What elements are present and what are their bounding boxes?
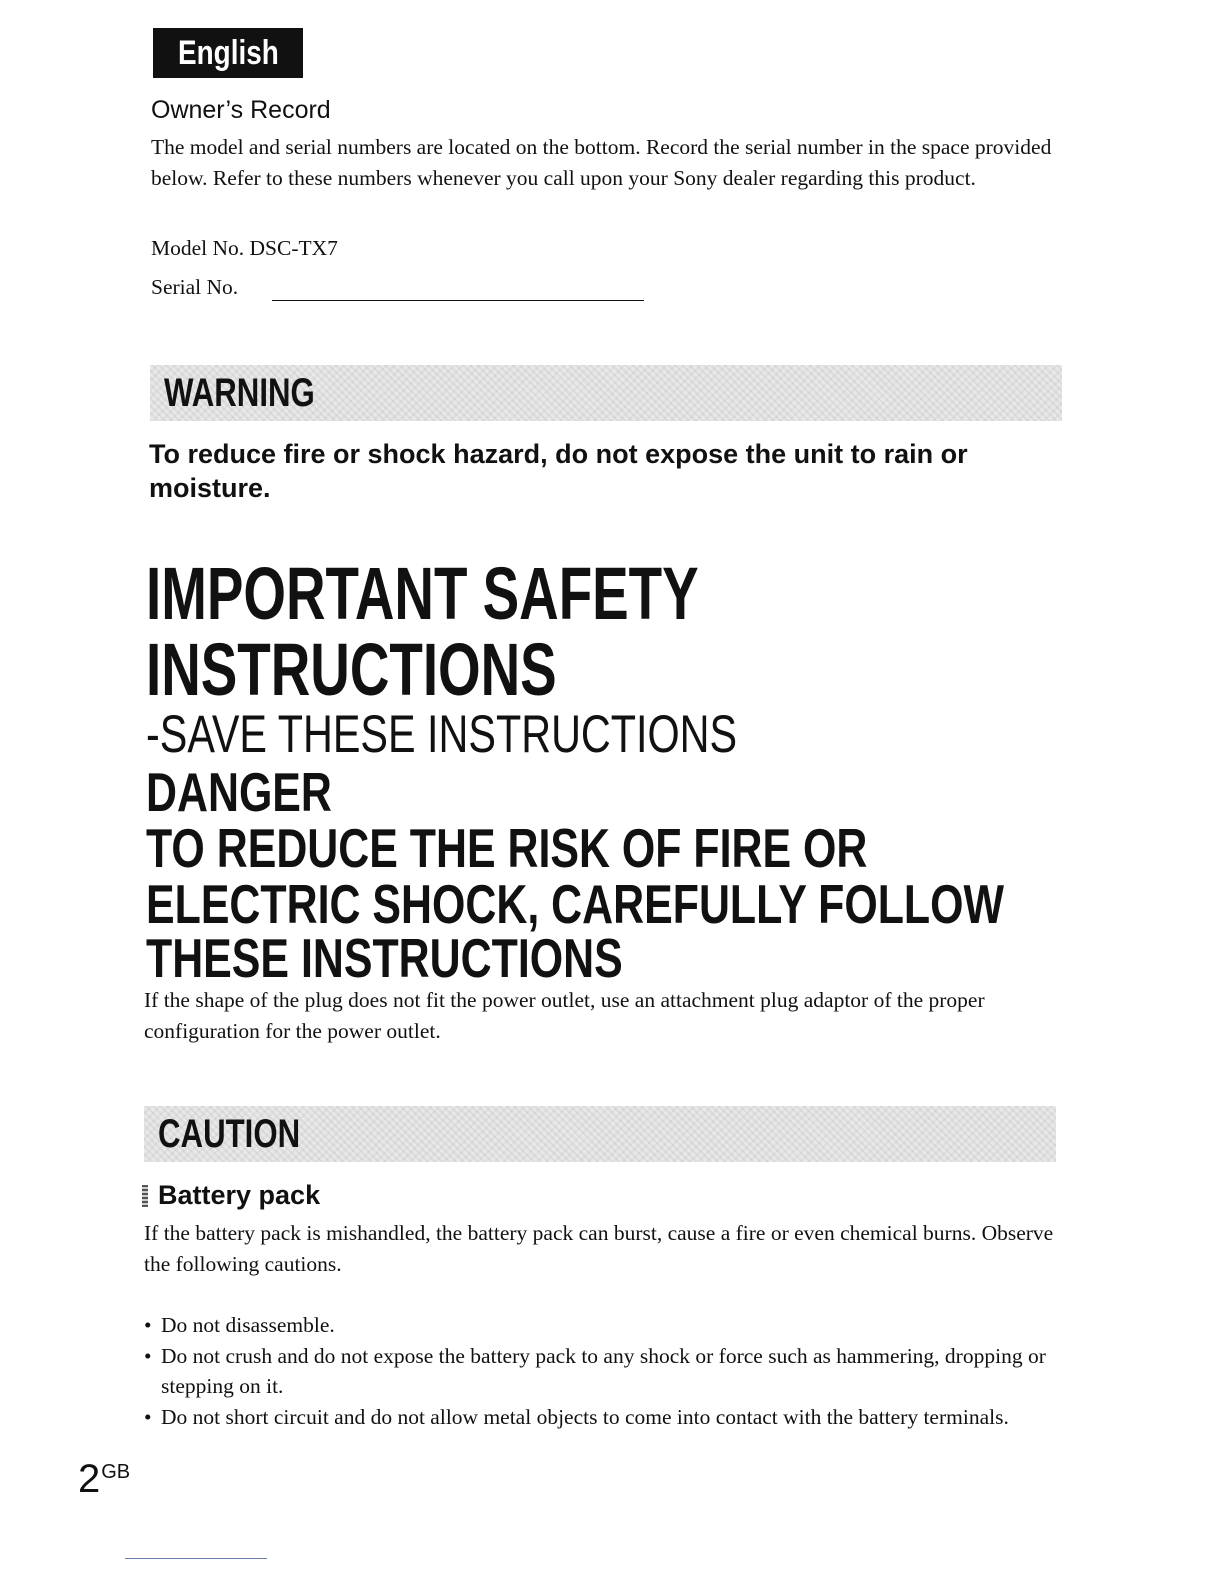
footer-rule xyxy=(125,1558,267,1559)
caution-label: CAUTION xyxy=(158,1112,301,1156)
save-instructions-line: -SAVE THESE INSTRUCTIONS xyxy=(146,705,738,764)
battery-pack-heading xyxy=(142,1180,320,1211)
list-item: • Do not disassemble. xyxy=(144,1310,1074,1341)
page-number xyxy=(78,1457,130,1502)
warning-text: To reduce fire or shock hazard, do not expose the unit to rain or moisture. xyxy=(149,439,968,503)
language-badge-label: English xyxy=(177,33,279,72)
owners-record-paragraph: The model and serial numbers are located on the bottom. Record the serial number in the space provided below. Refer to these numbers whenever you call upon your Sony dealer regarding this product. xyxy=(151,135,1052,190)
list-item: • Do not short circuit and do not allow metal objects to come into contact with the battery terminals. xyxy=(144,1402,1074,1433)
language-badge xyxy=(153,28,303,78)
owners-record-title: Owner’s Record xyxy=(151,96,331,124)
danger-heading: DANGER xyxy=(146,761,332,823)
battery-paragraph: If the battery pack is mishandled, the battery pack can burst, cause a fire or even chemical burns. Observe the following cautions. xyxy=(144,1221,1054,1276)
serial-number-label: Serial No. xyxy=(151,275,239,299)
serial-number-blank-line xyxy=(272,300,644,301)
risk-line2: ELECTRIC SHOCK, CAREFULLY FOLLOW xyxy=(146,873,1004,935)
warning-banner xyxy=(150,365,1062,421)
page-number-suffix: GB xyxy=(101,1461,131,1483)
safety-title-line1: IMPORTANT SAFETY xyxy=(146,552,699,635)
page-number-value: 2 xyxy=(78,1457,101,1501)
battery-cautions-list xyxy=(144,1310,1074,1432)
risk-line3: THESE INSTRUCTIONS xyxy=(146,927,623,989)
battery-pack-heading-label: Battery pack xyxy=(158,1180,321,1210)
risk-line1: TO REDUCE THE RISK OF FIRE OR xyxy=(146,817,868,879)
section-marker-icon xyxy=(142,1185,148,1207)
bullet-icon: • xyxy=(144,1343,152,1368)
plug-paragraph: If the shape of the plug does not fit the power outlet, use an attachment plug adaptor of the proper configuration for the power outlet. xyxy=(144,988,985,1043)
list-item: • Do not crush and do not expose the battery pack to any shock or force such as hammering, dropping or stepping on it. xyxy=(144,1341,1074,1402)
safety-title-line2: INSTRUCTIONS xyxy=(146,628,557,711)
model-number: Model No. DSC-TX7 xyxy=(151,236,338,260)
bullet-icon: • xyxy=(144,1313,152,1337)
caution-banner xyxy=(144,1106,1056,1162)
bullet-icon: • xyxy=(144,1404,152,1429)
warning-label: WARNING xyxy=(164,371,315,415)
